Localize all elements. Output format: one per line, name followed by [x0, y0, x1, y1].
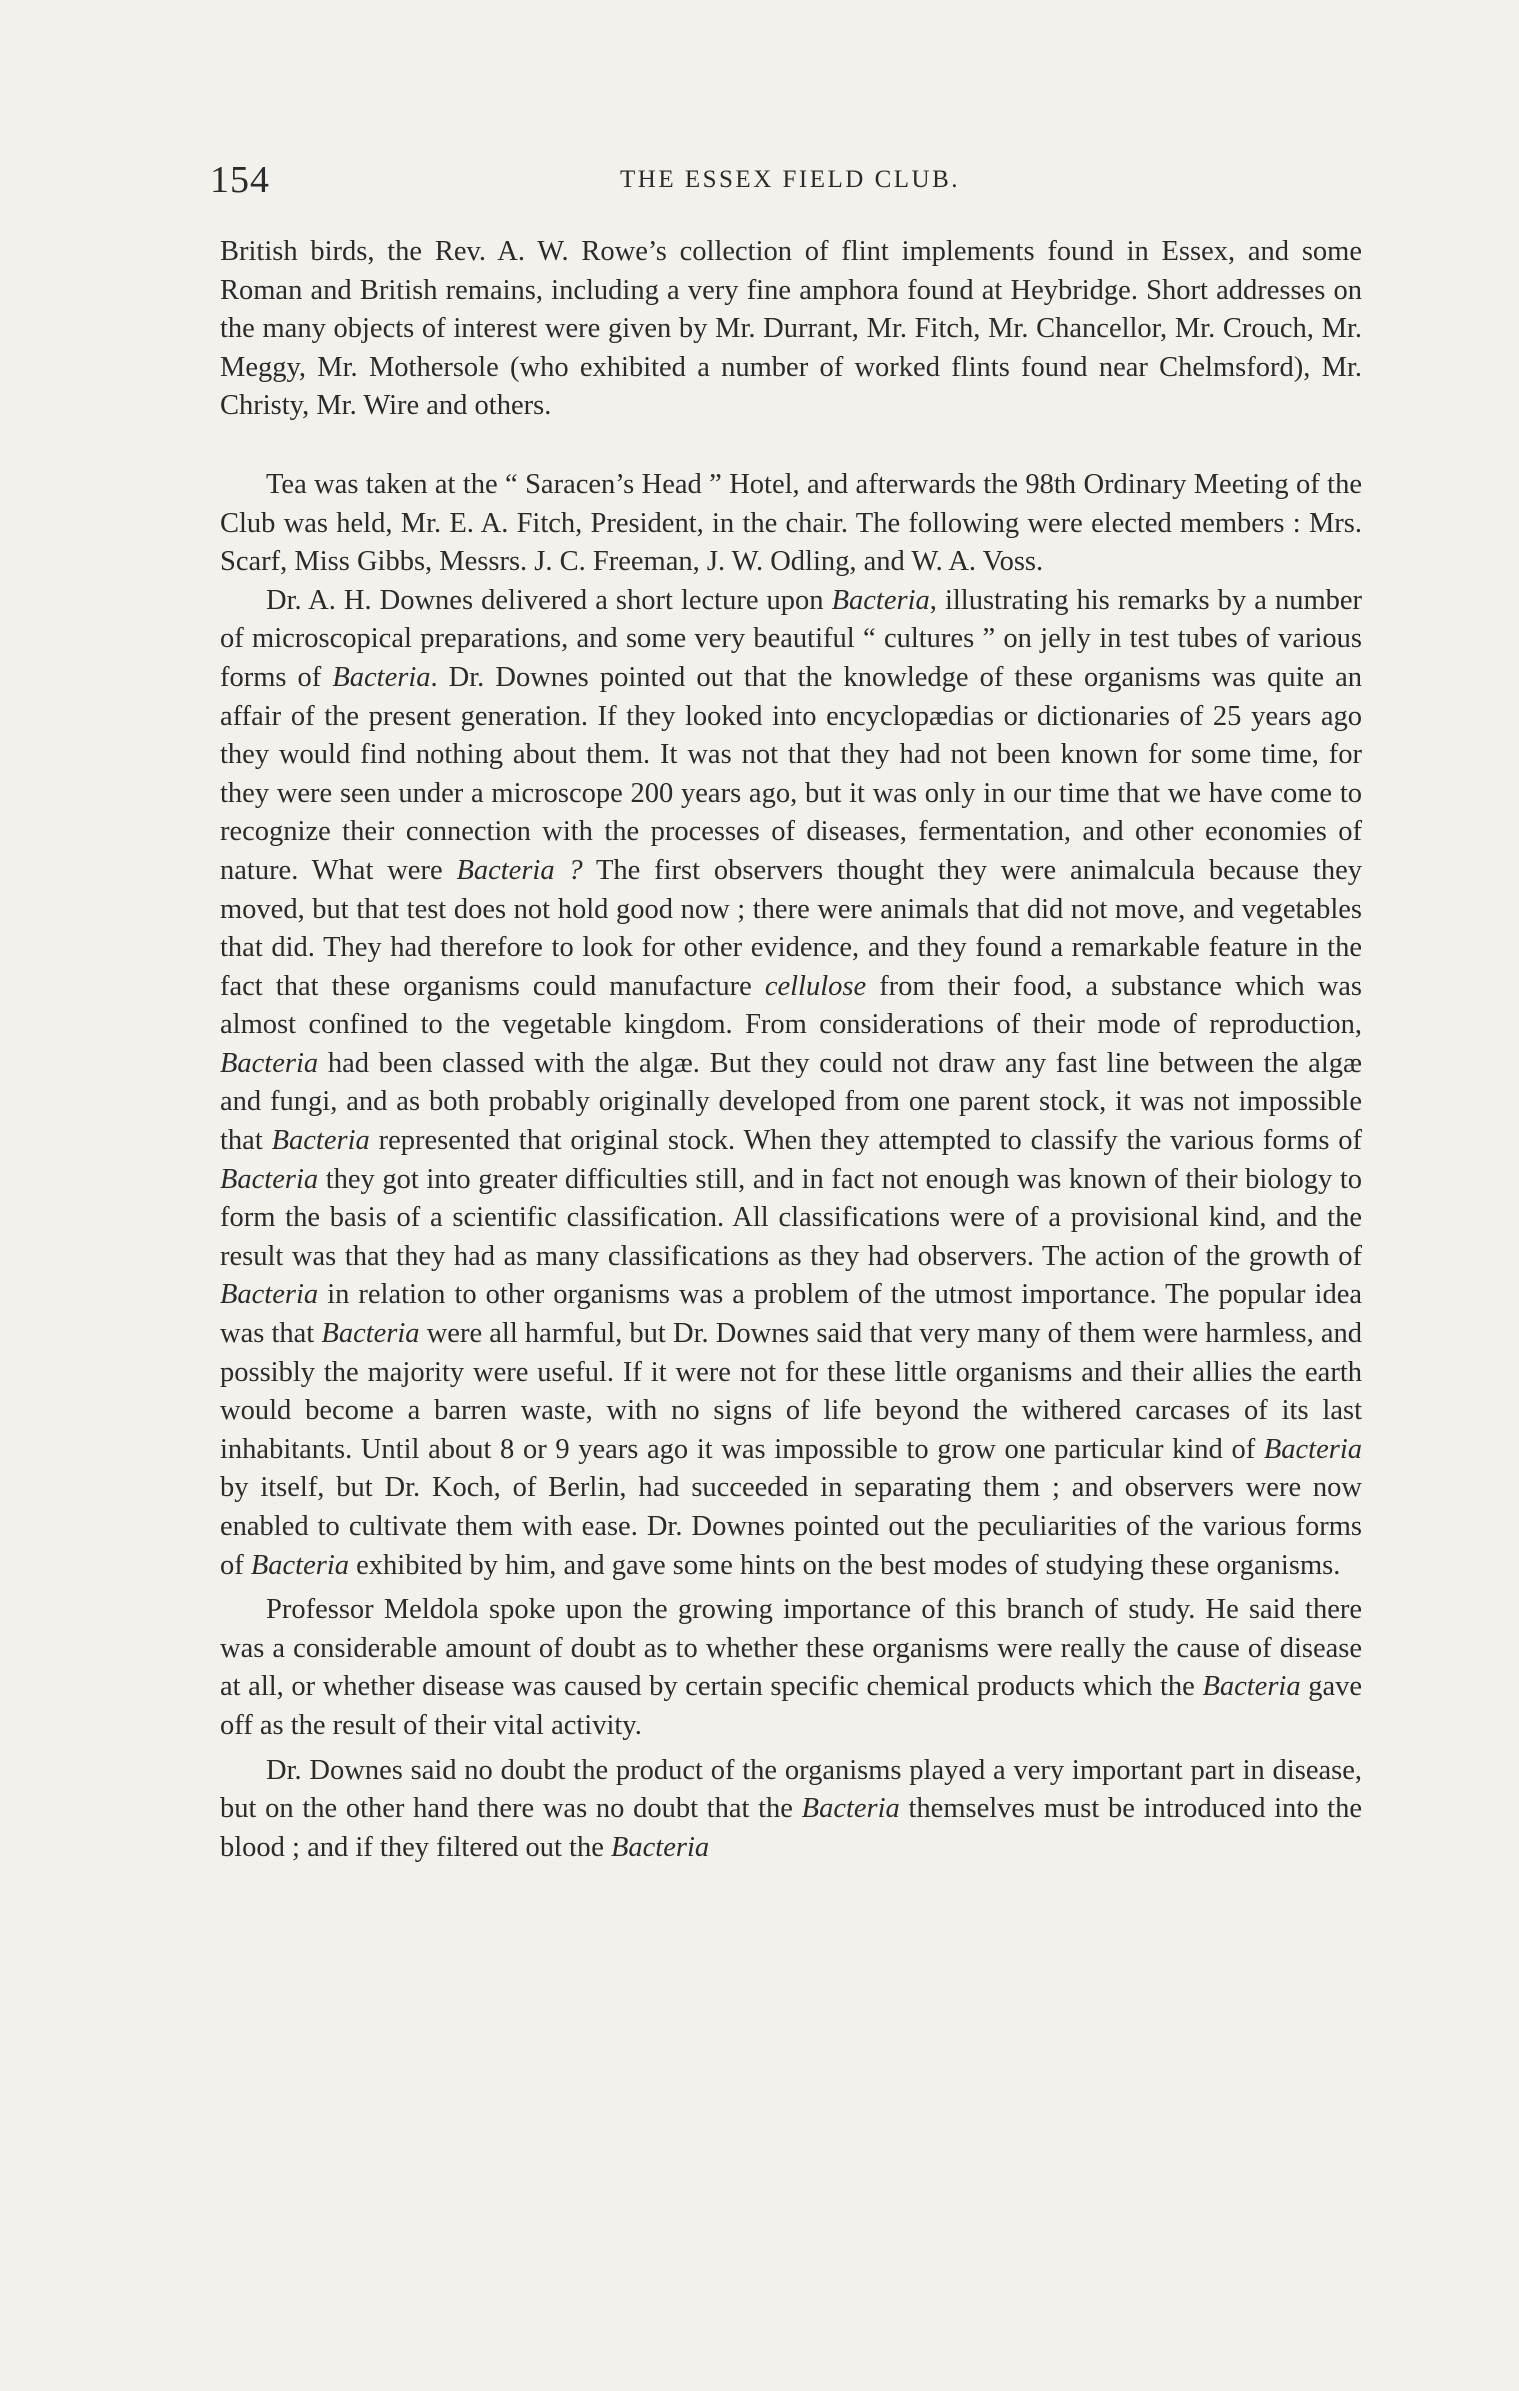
text-span: Professor Meldola spoke upon the growing importance of this branch of study. He said there was a considerable amount of doubt as to whether these organisms were really the cause of disease at all, or whether disease was caused by certain specific chemical products which the — [220, 1594, 1362, 1703]
text-span: , illustrating his remarks by a number of microscopical preparations, and some very beautiful “ cultures ” on jelly in test tubes of various forms of — [220, 584, 1363, 693]
italic-term-bacteria: Bacteria — [831, 584, 930, 616]
paragraph-downes-reply — [220, 1752, 1362, 1868]
text-span: were all harmful, but Dr. Downes said that very many of them were harmless, and possibly the majority were useful. If it were not for these little organisms and their allies the earth would become a barren waste, with no signs of life beyond the withered carcases of its last inhabitants. Until about 8 or 9 years ago it was impossible to grow one particular kind of — [220, 1318, 1363, 1465]
italic-term-bacteria: Bacteria — [220, 1279, 319, 1311]
italic-term-cellulose: cellulose — [764, 970, 867, 1002]
paragraph-ordinary-meeting: Tea was taken at the “ Saracen’s Head ” Hotel, and afterwards the 98th Ordinary Meeting of the Club was held, Mr. E. A. Fitch, President, in the chair. The following were elected members : Mrs. Scarf, Miss Gibbs, Messrs. J. C. Freeman, J. W. Odling, and W. A. Voss. — [220, 468, 1362, 578]
text-span: gave off as the result of their vital activity. — [220, 1671, 1362, 1741]
paragraph-bacteria-lecture — [220, 582, 1362, 1585]
italic-term-bacteria: Bacteria — [271, 1125, 370, 1157]
paragraph-meldola — [220, 1591, 1362, 1745]
body-text — [220, 233, 1362, 1867]
text-span: . Dr. Downes pointed out that the knowledge of these organisms was quite an affair of the present generation. If they looked into encyclopædias or dictionaries of 25 years ago they would find nothing about them. It was not that they had not been known for some time, for they were seen under a microscope 200 years ago, but it was only in our time that we have come to recognize their connection with the processes of diseases, fermentation, and other economies of nature. What were — [220, 661, 1363, 886]
italic-term-bacteria: Bacteria — [220, 1047, 319, 1079]
text-span: Dr. Downes said no doubt the product of the organisms played a very important part in disease, but on the other hand there was no doubt that the — [220, 1754, 1362, 1825]
italic-term-bacteria: Bacteria — [250, 1549, 350, 1581]
italic-term-bacteria: Bacteria — [321, 1318, 420, 1350]
italic-term-bacteria: Bacteria — [1263, 1433, 1362, 1465]
italic-term-bacteria: Bacteria — [220, 1163, 319, 1195]
italic-term-bacteria: Bacteria — [1202, 1671, 1301, 1703]
text-span: Dr. A. H. Downes delivered a short lecture upon — [266, 584, 824, 616]
italic-term-bacteria: Bacteria — [332, 661, 431, 693]
text-span: in relation to other organisms was a problem of the utmost importance. The popular idea was that — [220, 1279, 1363, 1350]
text-span: from their food, a substance which was almost confined to the vegetable kingdom. From considerations of their mode of reproduction, — [220, 970, 1363, 1041]
text-span: exhibited by him, and gave some hints on the best modes of studying these organisms. — [356, 1549, 1341, 1581]
paragraph-exhibits-continued: British birds, the Rev. A. W. Rowe’s collection of flint implements found in Essex, and some Roman and British remains, including a very fine amphora found at Heybridge. Short addresses on the many objects of interest were given by Mr. Durrant, Mr. Fitch, Mr. Chancellor, Mr. Crouch, Mr. Meggy, Mr. Mothersole (who exhibited a number of worked flints found near Chelmsford), Mr. Christy, Mr. Wire and others. — [220, 236, 1362, 422]
text-span: they got into greater difficulties still, and in fact not enough was known of their biology to form the basis of a scientific classification. All classifications were of a provisional kind, and the result was that they had as many classifications as they had observers. The action of the growth of — [220, 1163, 1363, 1272]
running-title: THE ESSEX FIELD CLUB. — [620, 166, 960, 193]
italic-term-bacteria: Bacteria — [610, 1831, 710, 1863]
text-span: represented that original stock. When they attempted to classify the various forms of — [378, 1125, 1363, 1157]
text-span: by itself, but Dr. Koch, of Berlin, had succeeded in separating them ; and observers were now enabled to cultivate them with ease. Dr. Downes pointed out the peculiarities of the various forms of — [220, 1472, 1362, 1581]
text-span: The first observers thought they were animalcula because they moved, but that test does not hold good now ; there were animals that did not move, and vegetables that did. They had therefore to look for other evidence, and they found a remarkable feature in the fact that these organisms could manufacture — [220, 854, 1362, 1002]
running-head — [210, 158, 1370, 206]
italic-term-bacteria: Bacteria — [801, 1793, 900, 1825]
italic-term-bacteria-question: Bacteria ? — [456, 854, 583, 886]
text-span: themselves must be introduced into the blood ; and if they filtered out the — [220, 1793, 1362, 1863]
text-span: had been classed with the algæ. But they could not draw any fast line between the algæ and fungi, and as both probably originally developed from one parent stock, it was not impossible that — [220, 1047, 1362, 1157]
page-number: 154 — [210, 159, 270, 201]
